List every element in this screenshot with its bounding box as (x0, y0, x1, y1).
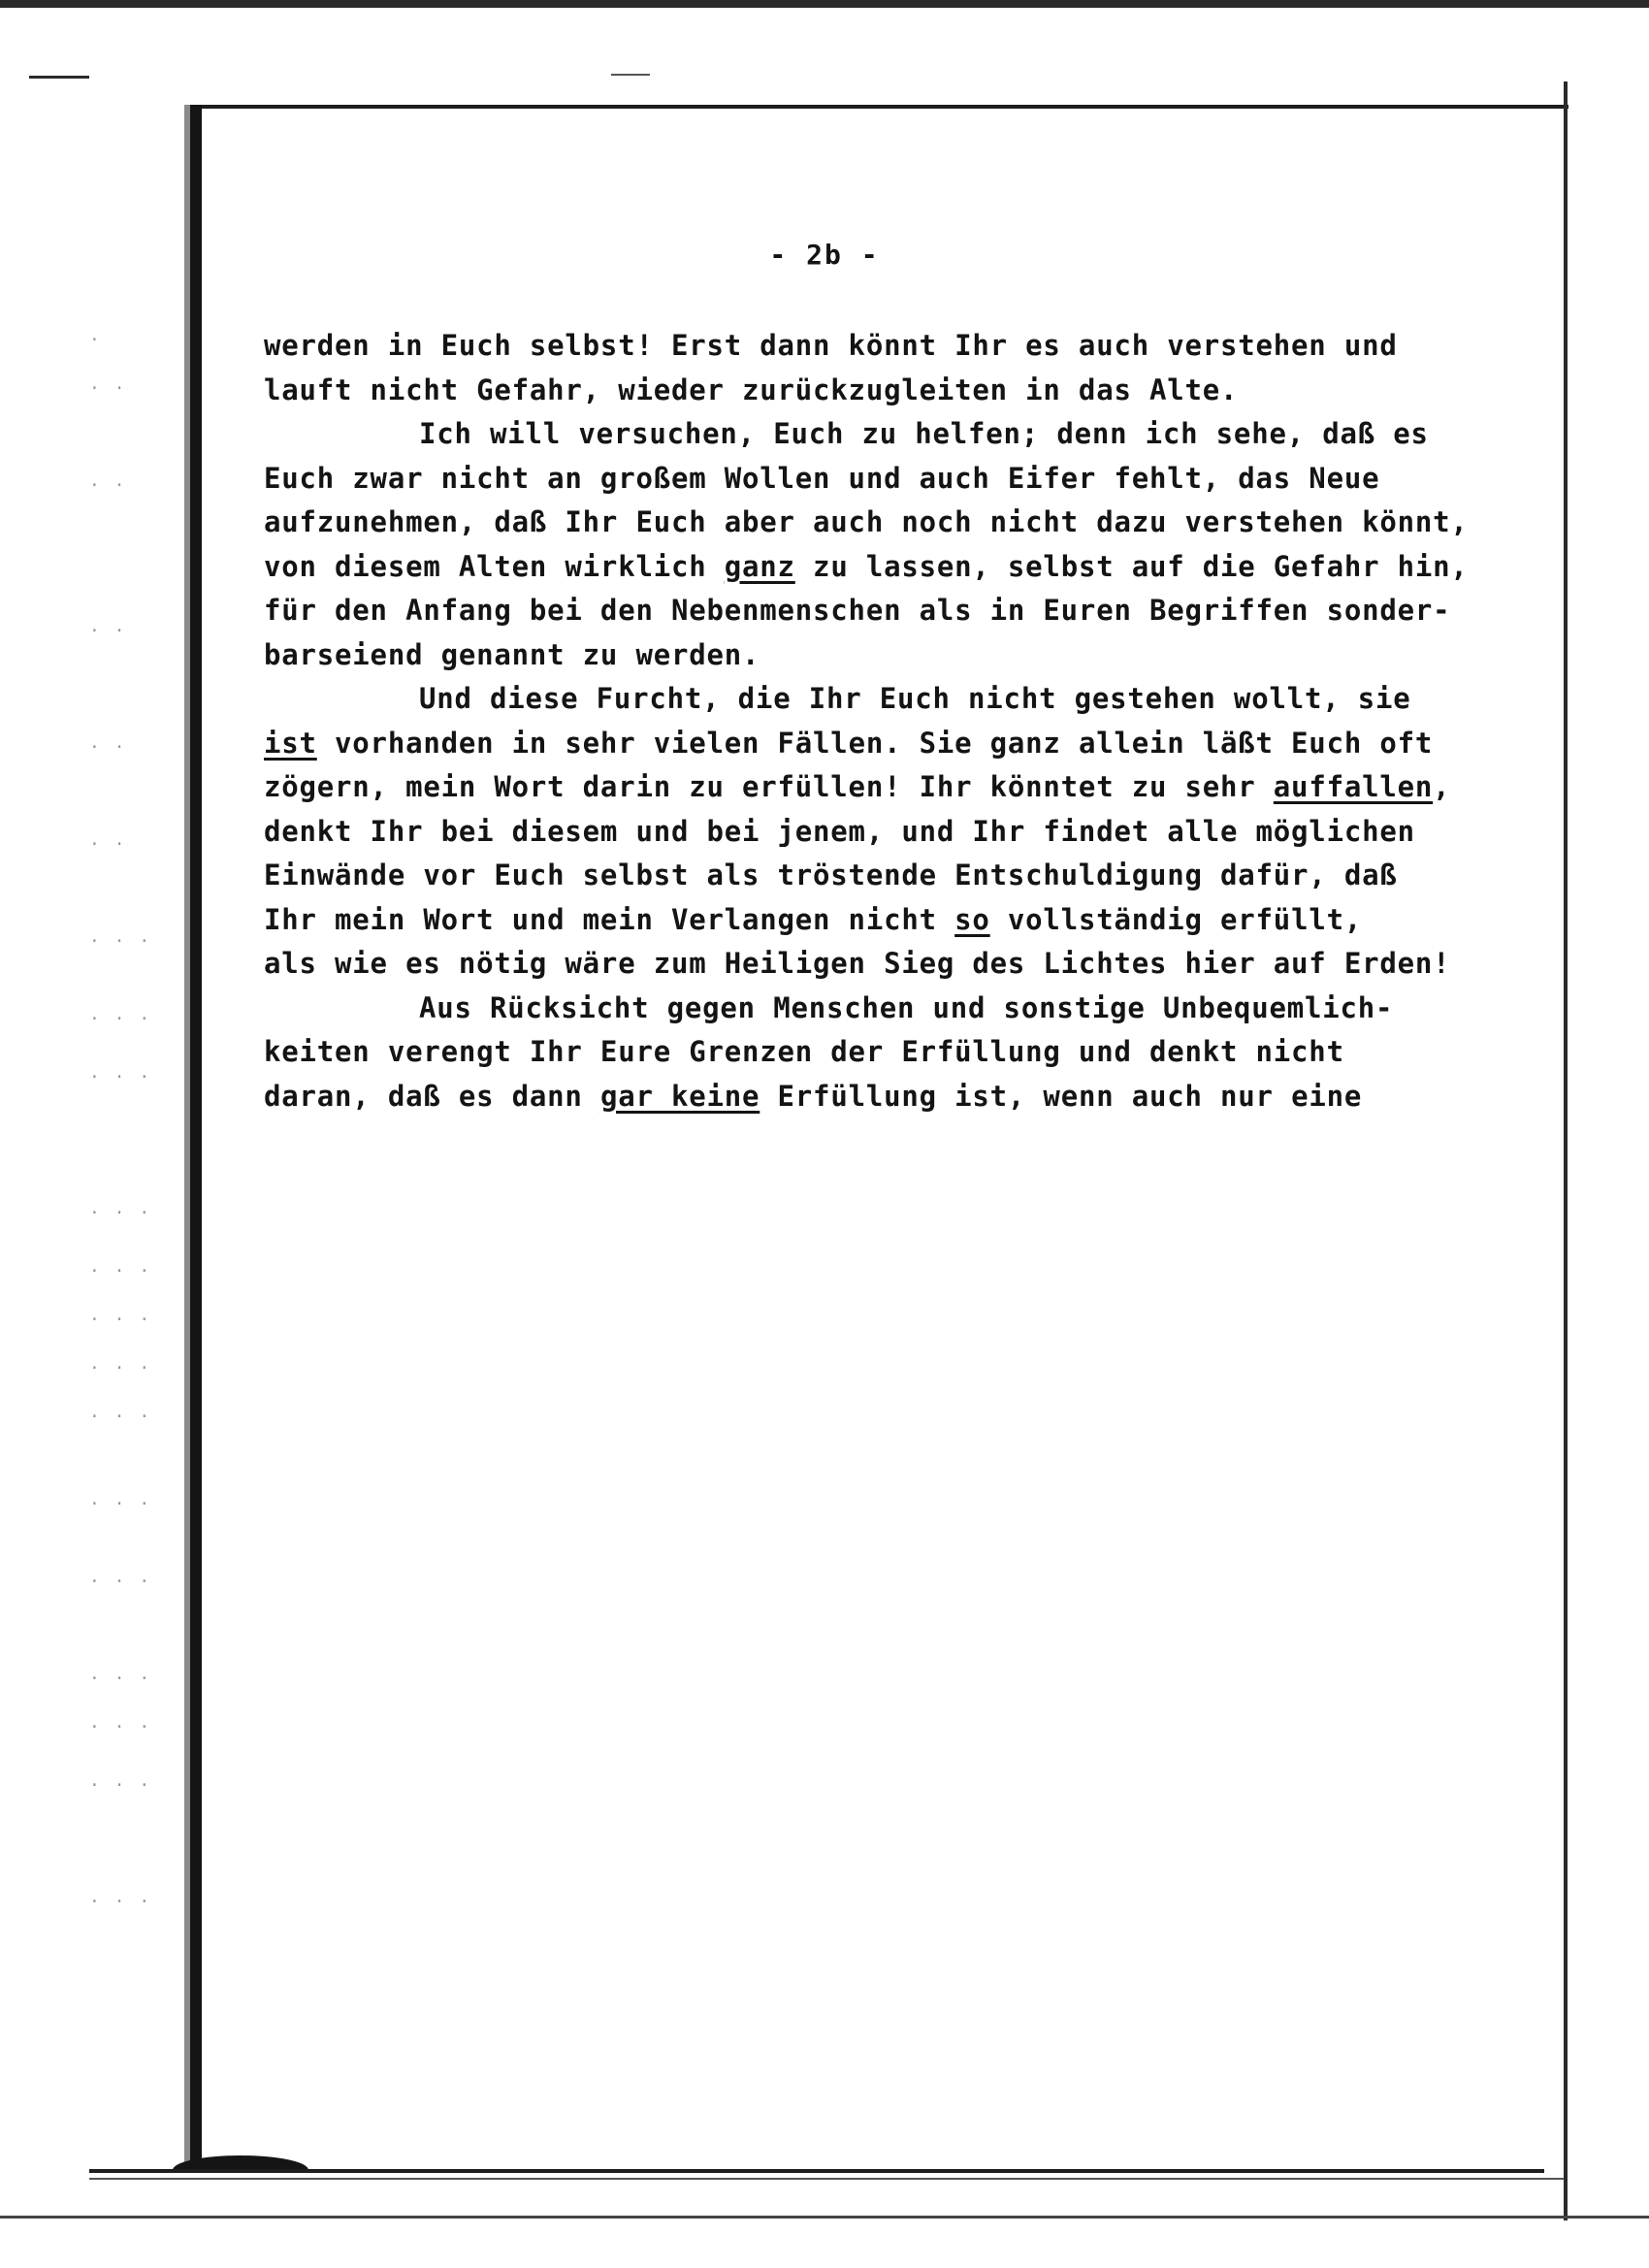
text-line: Einwände vor Euch selbst als tröstende Entschuldigung dafür, daß (264, 859, 1398, 891)
text-line: Aus Rücksicht gegen Menschen und sonstige Unbequemlich- (419, 990, 1394, 1024)
page-border-bottom-inner (89, 2178, 1564, 2180)
scan-top-edge (0, 0, 1649, 8)
underlined-word: auffallen (1273, 770, 1434, 803)
text-line: zögern, mein Wort darin zu erfüllen! Ihr könntet zu sehr auffallen, (264, 770, 1451, 803)
typed-letter-body (264, 324, 1564, 1118)
page-border-right (1564, 81, 1568, 2220)
text-line: Und diese Furcht, die Ihr Euch nicht gestehen wollt, sie (419, 682, 1411, 715)
underlined-word: ganz (724, 549, 795, 583)
text-line: als wie es nötig wäre zum Heiligen Sieg des Lichtes hier auf Erden! (264, 947, 1451, 980)
text-line: Ihr mein Wort und mein Verlangen nicht so vollständig erfüllt, (264, 902, 1363, 936)
page-border-left (190, 105, 202, 2173)
text-line: für den Anfang bei den Nebenmenschen als in Euren Begriffen sonder- (264, 594, 1451, 627)
underlined-word: so (954, 902, 990, 936)
scan-bottom-edge (0, 2216, 1649, 2219)
text-line: keiten verengt Ihr Eure Grenzen der Erfüllung und denkt nicht (264, 1035, 1344, 1068)
text-line: Euch zwar nicht an großem Wollen und auch Eifer fehlt, das Neue (264, 461, 1380, 495)
text-line: Ich will versuchen, Euch zu helfen; denn ich sehe, daß es (419, 417, 1429, 450)
text-line: lauft nicht Gefahr, wieder zurückzugleiten in das Alte. (264, 373, 1239, 406)
text-line: werden in Euch selbst! Erst dann könnt Ihr es auch verstehen und (264, 329, 1398, 362)
text-line: ist vorhanden in sehr vielen Fällen. Sie ganz allein läßt Euch oft (264, 726, 1434, 760)
text-line: denkt Ihr bei diesem und bei jenem, und Ihr findet alle möglichen (264, 814, 1415, 848)
underlined-word: ist (264, 726, 317, 760)
text-line: aufzunehmen, daß Ihr Euch aber auch noch nicht dazu verstehen könnt, (264, 505, 1469, 538)
page-border-top (199, 105, 1568, 109)
text-line: von diesem Alten wirklich ganz zu lassen, selbst auf die Gefahr hin, (264, 549, 1469, 583)
scan-mark (611, 74, 650, 76)
scan-mark (29, 76, 89, 79)
text-line: barseiend genannt zu werden. (264, 637, 760, 671)
page-number: - 2b - (769, 239, 880, 271)
text-line: daran, daß es dann gar keine Erfüllung ist, wenn auch nur eine (264, 1079, 1363, 1113)
underlined-word: gar keine (599, 1079, 760, 1113)
page-border-bottom (89, 2169, 1544, 2173)
